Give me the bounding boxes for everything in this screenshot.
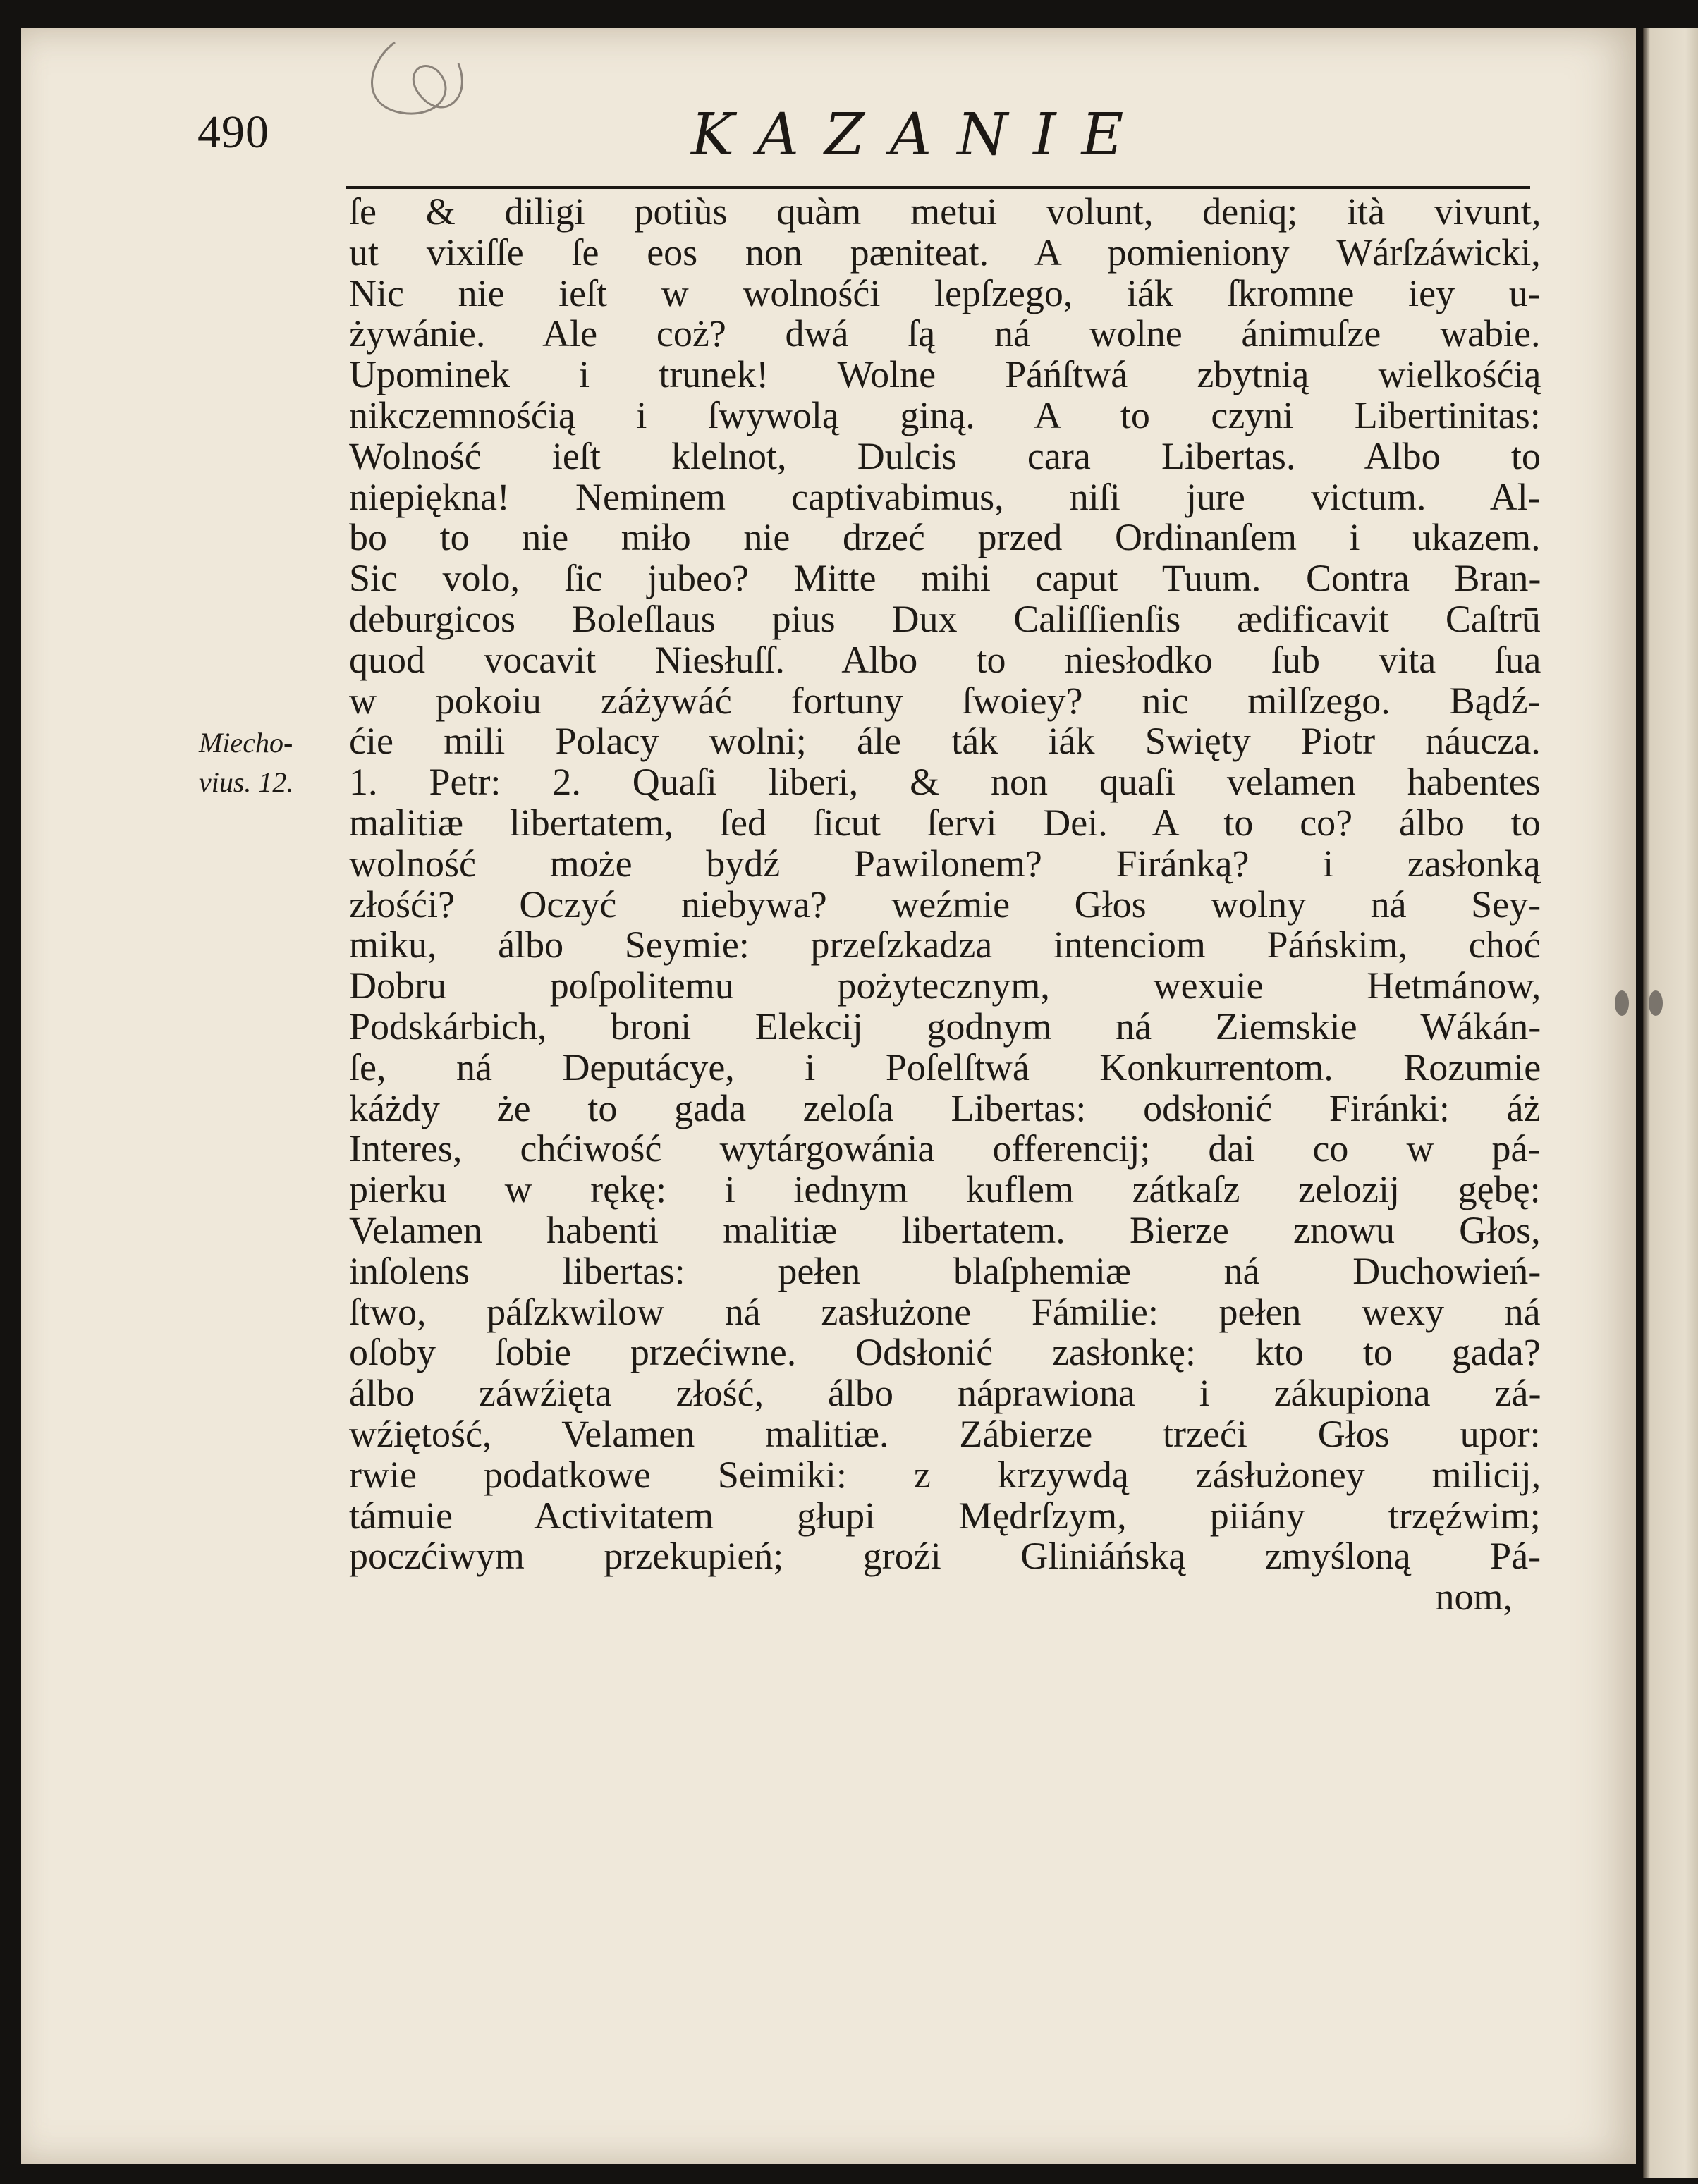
text-line: Podskárbich, broni Elekcij godnym ná Ziemskie Wákán-: [349, 1005, 1541, 1048]
text-line: 1. Petr: 2. Quaſi liberi, & non quaſi velamen habentes: [349, 761, 1541, 804]
text-line: poczćiwym przekupień; groźi Gliniáńską zmyśloną Pá-: [349, 1535, 1541, 1578]
text-line: quod vocavit Niesłuſſ. Albo to niesłodko ſub vita ſua: [349, 638, 1541, 681]
text-line: oſoby ſobie przećiwne. Odsłonić zasłonkę: kto to gada?: [349, 1331, 1541, 1374]
text-line: ćie mili Polacy wolni; ále ták iák Swięty Piotr náucza.: [349, 720, 1541, 763]
text-line: złośći? Oczyć niebywa? weźmie Głos wolny ná Sey-: [349, 883, 1541, 926]
text-line: Wolność ieſt klelnot, Dulcis cara Libertas. Albo to: [349, 434, 1541, 477]
text-line: niepiękna! Neminem captivabimus, niſi jure victum. Al-: [349, 475, 1541, 518]
next-page-edge: [1643, 28, 1698, 2178]
page-number: 490: [197, 106, 269, 158]
margin-note-line: vius. 12.: [199, 766, 294, 798]
margin-note: [199, 723, 340, 802]
binding-dot: [1615, 990, 1629, 1016]
margin-note-line: Miecho-: [199, 727, 293, 759]
page-header: [197, 102, 1537, 183]
running-head: KAZANIE: [691, 102, 1149, 168]
text-line: ut vixiſſe ſe eos non pæniteat. A pomieniony Wárſzáwicki,: [349, 231, 1541, 274]
text-line: álbo záwźięta złość, álbo náprawiona i zákupiona zá-: [349, 1372, 1541, 1415]
text-line: rwie podatkowe Seimiki: z krzywdą zásłużoney milicij,: [349, 1453, 1541, 1496]
text-line: inſolens libertas: pełen blaſphemiæ ná Duchowień-: [349, 1249, 1541, 1292]
text-line: káżdy że to gada zeloſa Libertas: odsłonić Firánki: áż: [349, 1086, 1541, 1129]
text-line: wolność może bydź Pawilonem? Firánką? i zasłonką: [349, 842, 1541, 885]
text-line: miku, álbo Seymie: przeſzkadza intenciom Páńskim, choć: [349, 924, 1541, 967]
text-line: ſe, ná Deputácye, i Poſelſtwá Konkurrentom. Rozumie: [349, 1045, 1541, 1088]
header-rule: [346, 186, 1530, 189]
text-line: w pokoiu záżywáć fortuny ſwoiey? nic milſzego. Bądź-: [349, 679, 1541, 722]
text-line: nikczemnośćią i ſwywolą giną. A to czyni Libertinitas:: [349, 393, 1541, 436]
text-line: Dobru poſpolitemu pożytecznym, wexuie Hetmánow,: [349, 964, 1541, 1007]
text-line: Interes, chćiwość wytárgowánia offerencij; dai co w pá-: [349, 1127, 1541, 1170]
text-line: ſe & diligi potiùs quàm metui volunt, deniq; ità vivunt,: [349, 190, 1541, 233]
binding-dot: [1649, 990, 1663, 1016]
text-line: ſtwo, páſzkwilow ná zasłużone Fámilie: pełen wexy ná: [349, 1290, 1541, 1333]
text-line: Velamen habenti malitiæ libertatem. Bierze znowu Głos,: [349, 1208, 1541, 1251]
text-line: Upominek i trunek! Wolne Páńſtwá zbytnią wielkośćią: [349, 353, 1541, 396]
text-line: Nic nie ieſt w wolnośći lepſzego, iák ſkromne iey u-: [349, 271, 1541, 314]
text-line: żywánie. Ale coż? dwá ſą ná wolne ánimuſze wabie.: [349, 312, 1541, 355]
text-line: wźiętość, Velamen malitiæ. Zábierze trzeći Głos upor:: [349, 1412, 1541, 1455]
text-line: támuie Activitatem głupi Mędrſzym, piiány trzęźwim;: [349, 1494, 1541, 1537]
text-line: bo to nie miło nie drzeć przed Ordinanſem i ukazem.: [349, 516, 1541, 559]
text-line: Sic volo, ſic jubeo? Mitte mihi caput Tuum. Contra Bran-: [349, 557, 1541, 600]
body-text: [349, 192, 1541, 1618]
text-line: nom,: [1435, 1576, 1513, 1619]
text-line: deburgicos Boleſlaus pius Dux Caliſſienſis ædificavit Caſtrū: [349, 597, 1541, 640]
text-line: pierku w rękę: i iednym kuflem zátkaſz zelozij gębę:: [349, 1168, 1541, 1211]
text-line: malitiæ libertatem, ſed ſicut ſervi Dei. A to co? álbo to: [349, 801, 1541, 844]
